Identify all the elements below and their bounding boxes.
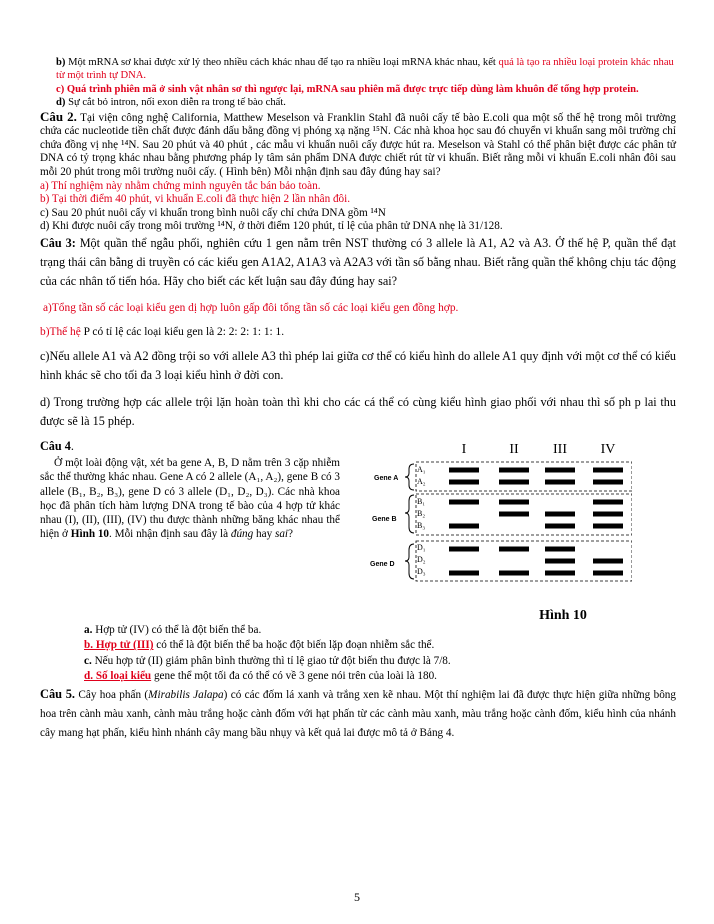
band-a2-col-1 xyxy=(449,479,479,484)
question-2-stem: Câu 2. Tại viện công nghệ California, Matthew Meselson và Franklin Stahl đã nuôi cấy tế bào E.coli qua một số thế hệ trong môi trường chứa các nucleotide tiền chất được đánh dấu bằng đồng vị phóng xạ nặng ¹⁵N. Các nhà khoa học sau đó chuyển vi khuẩn sang môi trường chỉ chứa đồng vị nhẹ ¹⁴N. Sau 20 phút và 40 phút , các mẫu vi khuẩn nuôi cấy được hút ra. Meselson và Stahl có thể phân biệt được các phân tử DNA có tỷ trọng khác nhau bằng phương pháp ly tâm sản phẩm DNA được chiết rút từ vi khuẩn. Biết rằng mỗi vi khuẩn E.coli nhân đôi sau mỗi 20 phút trong môi trường nuôi cấy. ( Hình bên) Mỗi nhận định sau đây đúng hay sai? xyxy=(40,108,676,178)
band-d3-col-1 xyxy=(449,570,479,575)
band-a1-col-2 xyxy=(499,467,529,472)
question-4-stem: Ở một loài động vật, xét ba gene A, B, D nằm trên 3 cặp nhiễm sắc thể thường khác nhau. Gene A có 2 allele (A₁, A₂), gene B có 3 allele (B₁, B₂, B₃), gene D có 3 allele (D₁, D₂, D₃). Các nhà khoa học đã phân tích hàm lượng DNA trong tế bào của 4 hợp tử khác nhau (I), (II), (III), (IV) thu được thành những băng khác nhau thể hiện ở Hình 10. Mỗi nhận định sau đây là đúng hay sai? xyxy=(40,456,340,541)
column-label-ii: II xyxy=(509,441,519,457)
question-3-option-a: a)Tổng tần số các loại kiểu gen dị hợp luôn gấp đôi tổng tần số các loại kiểu gen đồng hợp. xyxy=(43,301,459,314)
allele-label-b1: B₁ xyxy=(417,496,426,506)
band-b3-col-1 xyxy=(449,523,479,528)
band-a2-col-4 xyxy=(593,479,623,484)
question-2-option-b: b) Tại thời điểm 40 phút, vi khuẩn E.coli đã thực hiện 2 lần nhân đôi. xyxy=(40,193,351,206)
question-5-stem: Câu 5. Cây hoa phấn (Mirabilis Jalapa) có các đốm lá xanh và trắng xen kẽ nhau. Một thí nghiệm lai đã được thực hiện giữa những bông hoa trên cành màu xanh, cành màu trắng hoặc cành đốm với hạt phấn từ các cành màu xanh, màu trắng hoặc cành đốm, kiểu hình của nhánh cây mang hạt phấn, kiểu hình nhánh cây mang bầu nhụy và kết quả lai được mô tả ở Bảng 4. xyxy=(40,686,676,739)
question-3 xyxy=(40,234,676,431)
band-d1-col-3 xyxy=(545,546,575,551)
brace-gene-b xyxy=(405,495,414,533)
gel-bands xyxy=(449,467,623,575)
band-b3-col-4 xyxy=(593,523,623,528)
column-label-iv: IV xyxy=(600,441,616,457)
allele-label-b2: B₂ xyxy=(417,508,426,518)
hinh-10-figure xyxy=(352,437,632,623)
band-a1-col-3 xyxy=(545,467,575,472)
figure-caption: Hình 10 xyxy=(539,607,587,623)
question-4-option-b: b. Hợp tử (III) có thể là đột biến thể ba hoặc đột biến lặp đoạn nhiễm sắc thể. xyxy=(84,639,435,652)
band-d3-col-2 xyxy=(499,570,529,575)
question-3-option-b: b)Thế hệ P có tỉ lệ các loại kiểu gen là 2: 2: 2: 1: 1: 1. xyxy=(40,325,285,338)
prev-option-c: c) Quá trình phiên mã ở sinh vật nhân sơ thì ngược lại, mRNA sau phiên mã được trực tiếp dùng làm khuôn để tổng hợp protein. xyxy=(56,83,639,95)
band-b2-col-4 xyxy=(593,511,623,516)
question-2-option-c: c) Sau 20 phút nuôi cấy vi khuẩn trong bình nuôi cấy chỉ chứa DNA gồm ¹⁴N xyxy=(40,206,386,219)
document-page xyxy=(40,56,676,743)
question-4-option-d: d. Số loại kiểu gene thể một tối đa có thể có về 3 gene nói trên của loài là 180. xyxy=(84,670,437,683)
question-4-option-a: a. Hợp tử (IV) có thể là đột biến thể ba. xyxy=(84,623,262,636)
allele-label-d1: D₁ xyxy=(417,542,426,552)
prev-option-b: b) Một mRNA sơ khai được xử lý theo nhiều cách khác nhau để tạo ra nhiều loại mRNA khác nhau, kết quả là tạo ra nhiều loại protein khác nhau từ một trình tự DNA. xyxy=(56,57,674,82)
gene-a-label: Gene A xyxy=(374,474,399,482)
question-2-option-a: a) Thí nghiệm này nhằm chứng minh nguyên tắc bán bảo toàn. xyxy=(40,179,321,192)
question-2 xyxy=(40,110,676,234)
band-a2-col-2 xyxy=(499,479,529,484)
band-d3-col-4 xyxy=(593,570,623,575)
band-b2-col-2 xyxy=(499,511,529,516)
allele-label-a1: A₁ xyxy=(417,464,426,474)
allele-label-d3: D₃ xyxy=(417,566,426,576)
page-number: 5 xyxy=(354,890,360,904)
band-d3-col-3 xyxy=(545,570,575,575)
allele-label-d2: D₂ xyxy=(417,554,426,564)
question-2-option-d: d) Khi được nuôi cấy trong môi trường ¹⁴N, ở thời điểm 120 phút, tỉ lệ của phân tử DNA nhẹ là 31/128. xyxy=(40,220,503,233)
band-a1-col-1 xyxy=(449,467,479,472)
band-a1-col-4 xyxy=(593,467,623,472)
band-b3-col-3 xyxy=(545,523,575,528)
gene-b-label: Gene B xyxy=(372,515,397,523)
band-b1-col-2 xyxy=(499,499,529,504)
band-b1-col-4 xyxy=(593,499,623,504)
column-label-i: I xyxy=(461,441,467,457)
question-3-stem: Câu 3: Một quần thể ngẫu phối, nghiên cứu 1 gen nằm trên NST thường có 3 allele là A1, A2 và A3. Ở thế hệ P, quần thể đạt trạng thái cân bằng di truyền có các kiểu gen A1A2, A1A3 và A2A3 với tần số bằng nhau. Biết rằng quần thể không chịu tác động của các nhân tố tiến hóa. Hãy cho biết các kết luận sau đây đúng hay sai? xyxy=(40,235,677,288)
frame-gene-a xyxy=(416,462,632,491)
question-4-option-c: c. Nếu hợp tử (II) giảm phân bình thường thì tỉ lệ giao tử đột biến thu được là 7/8. xyxy=(84,654,451,667)
question-4-body xyxy=(40,437,676,623)
gene-d-label: Gene D xyxy=(370,560,395,568)
column-label-iii: III xyxy=(553,441,567,457)
band-d2-col-4 xyxy=(593,558,623,563)
band-a2-col-3 xyxy=(545,479,575,484)
band-b1-col-1 xyxy=(449,499,479,504)
prev-option-d: d) Sự cắt bỏ intron, nối exon diễn ra trong tế bào chất. xyxy=(56,97,286,109)
question-5 xyxy=(40,685,676,743)
brace-gene-d xyxy=(405,544,414,579)
band-d2-col-3 xyxy=(545,558,575,563)
band-d1-col-1 xyxy=(449,546,479,551)
band-d1-col-2 xyxy=(499,546,529,551)
question-3-option-c: c)Nếu allele A1 và A2 đồng trội so với allele A3 thì phép lai giữa cơ thể có kiểu hình do allele A1 quy định với một cơ thể có kiểu hình khác sẽ cho tối đa 3 loại kiểu hình ở đời con. xyxy=(40,348,676,382)
question-3-option-d: d) Trong trường hợp các allele trội lặn hoàn toàn thì khi cho các cá thể có cùng kiểu hình giao phối với nhau thì số ph p lai thu được sẽ là 15 phép. xyxy=(40,394,676,428)
brace-gene-a xyxy=(405,464,414,490)
allele-label-a2: A₂ xyxy=(417,476,426,486)
question-4-label: Câu 4. xyxy=(40,438,74,453)
band-b2-col-3 xyxy=(545,511,575,516)
allele-label-b3: B₃ xyxy=(417,520,426,530)
question-4-options xyxy=(40,623,676,685)
prev-question-options xyxy=(40,56,676,110)
question-4 xyxy=(40,437,676,685)
